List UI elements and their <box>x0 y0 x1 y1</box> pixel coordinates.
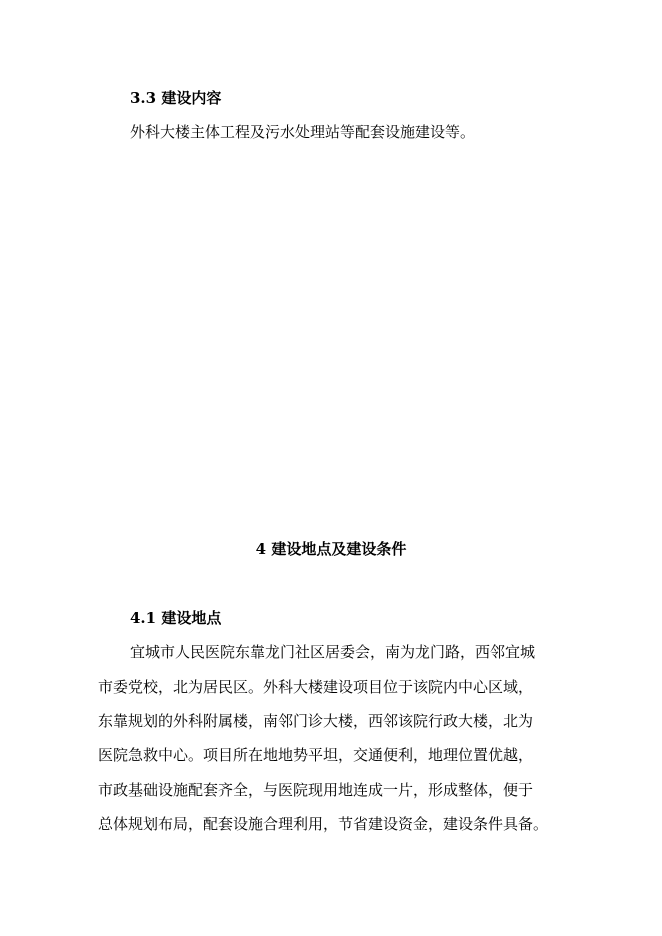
paragraph-line: 市委党校，北为居民区。外科大楼建设项目位于该院内中心区域， <box>98 678 534 696</box>
section-3-3-heading: 3.3 建设内容 <box>130 89 222 107</box>
paragraph-line: 医院急救中心。项目所在地地势平坦，交通便利，地理位置优越， <box>98 746 534 764</box>
section-3-3-body: 外科大楼主体工程及污水处理站等配套设施建设等。 <box>130 123 476 141</box>
paragraph-line: 市政基础设施配套齐全，与医院现用地连成一片，形成整体，便于 <box>98 781 534 799</box>
paragraph-line: 宜城市人民医院东靠龙门社区居委会，南为龙门路，西邻宜城 <box>130 643 536 661</box>
paragraph-line: 东靠规划的外科附属楼，南邻门诊大楼，西邻该院行政大楼，北为 <box>98 712 534 730</box>
chapter-4-heading: 4 建设地点及建设条件 <box>255 540 407 558</box>
paragraph-line: 总体规划布局，配套设施合理利用，节省建设资金，建设条件具备。 <box>98 815 549 833</box>
section-4-1-heading: 4.1 建设地点 <box>130 609 222 627</box>
